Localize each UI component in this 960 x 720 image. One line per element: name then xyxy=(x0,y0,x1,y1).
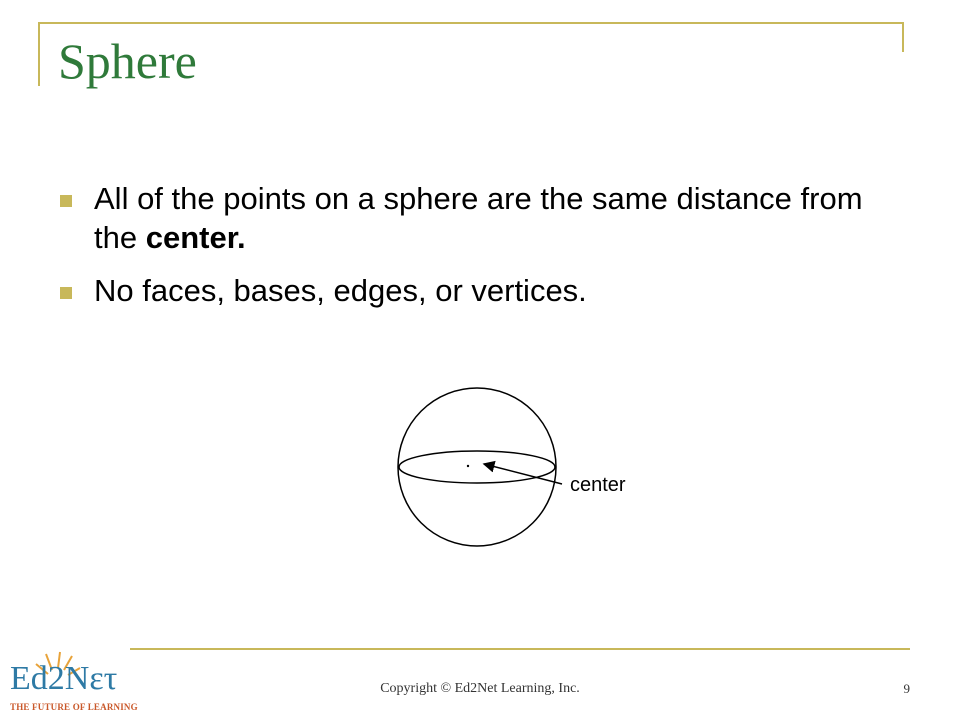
logo-text: Ed2Nετ xyxy=(10,660,118,697)
bullet-text: All of the points on a sphere are the same distance from the xyxy=(94,181,863,255)
frame-top-line xyxy=(40,22,904,24)
frame-right-line xyxy=(902,22,904,52)
slide-title: Sphere xyxy=(58,33,197,89)
frame-left-line xyxy=(38,22,40,86)
bullet-item xyxy=(58,180,878,258)
bullet-text: No faces, bases, edges, or vertices. xyxy=(94,272,587,308)
center-point xyxy=(467,465,469,467)
sphere-equator-ellipse xyxy=(399,451,555,483)
bullet-square-icon xyxy=(60,195,72,207)
footer-line xyxy=(130,648,910,650)
copyright-text: Copyright © Ed2Net Learning, Inc. xyxy=(380,681,580,696)
bullet-square-icon xyxy=(60,287,72,299)
bullet-list xyxy=(58,180,878,324)
center-label: center xyxy=(570,474,626,496)
bullet-item xyxy=(58,272,878,311)
center-arrow xyxy=(484,464,562,484)
page-number: 9 xyxy=(903,681,910,696)
logo-tagline: THE FUTURE OF LEARNING xyxy=(10,702,138,712)
bullet-bold-text: center. xyxy=(145,219,246,255)
sphere-outline xyxy=(398,388,556,546)
